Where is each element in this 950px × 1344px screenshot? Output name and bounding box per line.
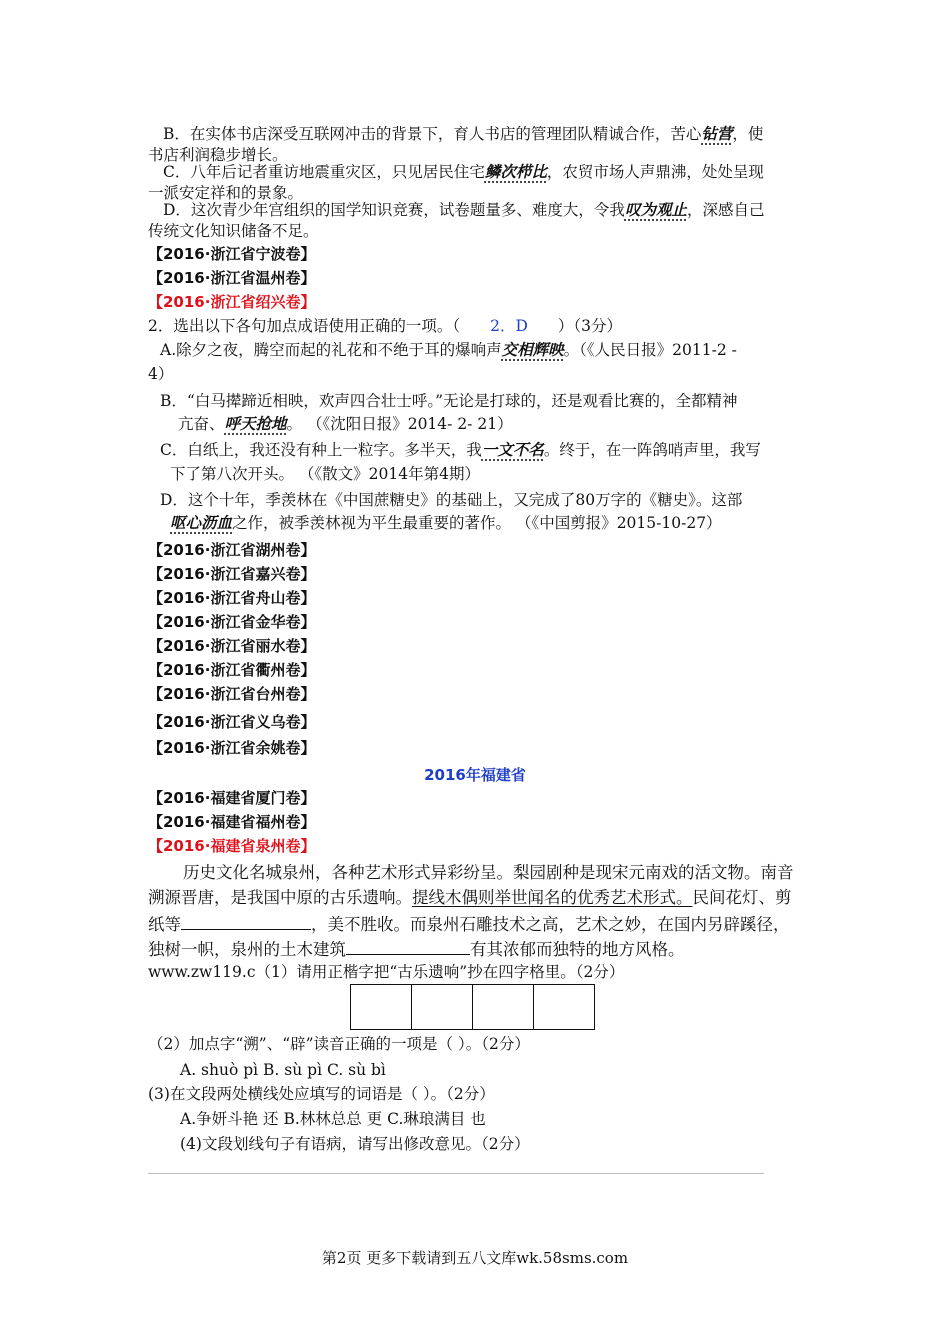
exam-header-xiamen: 【2016·福建省厦门卷】 bbox=[148, 789, 316, 807]
q2-answer: 2．D bbox=[490, 317, 528, 335]
sub-question-1: www.zw119.c（1）请用正楷字把“古乐遗响”抄在四字格里。（2分） bbox=[148, 963, 625, 981]
exam-header-quzhou: 【2016·浙江省衢州卷】 bbox=[148, 661, 316, 679]
exam-header-ningbo: 【2016·浙江省宁波卷】 bbox=[148, 245, 316, 263]
q1-option-d-line1 bbox=[163, 200, 764, 220]
footer-divider bbox=[148, 1173, 764, 1174]
sub-question-2-options: A. shuò pì B. sù pì C. sù bì bbox=[180, 1061, 386, 1079]
q2-option-b-idiom: 呼天抢地 bbox=[224, 414, 287, 433]
q1-option-b-text-end: ，使 bbox=[732, 125, 764, 143]
q1-option-d-text-end: ，深感自己 bbox=[686, 201, 765, 219]
q2-option-b-line2 bbox=[178, 414, 513, 434]
q1-option-c-text: C．八年后记者重访地震重灾区，只见居民住宅 bbox=[163, 163, 485, 181]
q1-option-b-line1 bbox=[163, 124, 763, 144]
sub-question-3: (3)在文段两处横线处应填写的词语是（ ）。（2分） bbox=[148, 1085, 495, 1103]
q1-option-b-line2: 书店利润稳步增长。 bbox=[148, 146, 288, 164]
q2-option-d-line1: D．这个十年，季羡林在《中国蔗糖史》的基础上，又完成了80万字的《糖史》。这部 bbox=[160, 491, 743, 509]
q2-option-a-source: 。（《人民日报》2011-2 - bbox=[563, 341, 737, 359]
passage-line-2 bbox=[148, 888, 792, 908]
q2-option-c-idiom: 一文不名 bbox=[481, 440, 544, 459]
q1-option-c-text-end: ，农贸市场人声鼎沸，处处呈现 bbox=[546, 163, 764, 181]
q2-option-a-line2: 4） bbox=[148, 365, 174, 383]
exam-header-jinhua: 【2016·浙江省金华卷】 bbox=[148, 613, 316, 631]
passage-underlined-sentence: 提线木偶则举世闻名的优秀艺术形式。 bbox=[412, 888, 693, 907]
passage-text-end: 有其浓郁而独特的地方风格。 bbox=[470, 940, 685, 959]
grid-cell[interactable] bbox=[350, 984, 412, 1030]
fill-blank-1[interactable] bbox=[181, 913, 311, 930]
sub-question-2: （2）加点字“溯”、“辟”读音正确的一项是（ ）。（2分） bbox=[148, 1035, 530, 1053]
exam-header-yuyao: 【2016·浙江省余姚卷】 bbox=[148, 739, 316, 757]
q2-option-a-line1 bbox=[160, 340, 737, 360]
q1-option-c-line1 bbox=[163, 162, 764, 182]
q2-option-b-line1: B．“白马撵蹄近相映，欢声四合壮士呼。”无论是打球的，还是观看比赛的，全都精神 bbox=[160, 392, 738, 410]
exam-header-jiaxing: 【2016·浙江省嘉兴卷】 bbox=[148, 565, 316, 583]
q1-option-c-line2: 一派安定祥和的景象。 bbox=[148, 184, 304, 202]
q2-option-c-text: C．白纸上，我还没有种上一粒字。多半天，我 bbox=[160, 441, 482, 459]
sub-question-4: (4)文段划线句子有语病，请写出修改意见。（2分） bbox=[180, 1135, 530, 1153]
q2-option-b-text: 亢奋、 bbox=[178, 415, 225, 433]
passage-text: 独树一帜，泉州的土木建筑 bbox=[148, 940, 346, 959]
q2-option-b-source: 。 （《沈阳日报》2014- 2- 21） bbox=[286, 415, 513, 433]
page-footer: 第2页 更多下载请到五八文库wk.58sms.com bbox=[321, 1249, 629, 1267]
passage-text: 纸等 bbox=[148, 915, 181, 934]
passage-line-4 bbox=[148, 938, 685, 960]
q1-option-c-idiom: 鳞次栉比 bbox=[484, 162, 547, 181]
q1-option-d-line2: 传统文化知识储备不足。 bbox=[148, 222, 319, 240]
exam-header-fuzhou: 【2016·福建省福州卷】 bbox=[148, 813, 316, 831]
grid-cell[interactable] bbox=[533, 984, 595, 1030]
exam-header-yiwu: 【2016·浙江省义乌卷】 bbox=[148, 713, 316, 731]
sub-question-3-options: A.争妍斗艳 还 B.林林总总 更 C.琳琅满目 也 bbox=[180, 1110, 486, 1128]
exam-header-quanzhou: 【2016·福建省泉州卷】 bbox=[148, 837, 316, 855]
q2-option-d-line2 bbox=[170, 513, 722, 533]
q2-option-c-text-end: 。终于，在一阵鸽哨声里，我写 bbox=[543, 441, 761, 459]
exam-header-shaoxing: 【2016·浙江省绍兴卷】 bbox=[148, 293, 316, 311]
passage-line-3 bbox=[148, 913, 790, 935]
q2-option-a-idiom: 交相辉映 bbox=[501, 340, 564, 359]
q2-option-c-line2: 下了第八次开头。 （《散文》2014年第4期） bbox=[170, 465, 480, 483]
exam-header-wenzhou: 【2016·浙江省温州卷】 bbox=[148, 269, 316, 287]
q1-option-d-idiom: 叹为观止 bbox=[624, 200, 687, 219]
passage-text-end: 民间花灯、剪 bbox=[692, 888, 792, 907]
q1-option-d-text: D．这次青少年宫组织的国学知识竞赛，试卷题量多、难度大，令我 bbox=[163, 201, 625, 219]
q2-option-a-text: A.除夕之夜，腾空而起的礼花和不绝于耳的爆响声 bbox=[160, 341, 502, 359]
fill-blank-2[interactable] bbox=[346, 938, 470, 955]
q2-stem bbox=[148, 316, 622, 336]
four-character-grid[interactable] bbox=[351, 984, 595, 1030]
passage-text-end: ，美不胜收。而泉州石雕技术之高，艺术之妙，在国内另辟蹊径， bbox=[311, 915, 790, 934]
grid-cell[interactable] bbox=[411, 984, 473, 1030]
passage-text: 溯源晋唐，是我国中原的古乐遗响。 bbox=[148, 888, 412, 907]
exam-header-huzhou: 【2016·浙江省湖州卷】 bbox=[148, 541, 316, 559]
exam-header-zhoushan: 【2016·浙江省舟山卷】 bbox=[148, 589, 316, 607]
section-title-fujian: 2016年福建省 bbox=[424, 766, 526, 784]
exam-header-taizhou: 【2016·浙江省台州卷】 bbox=[148, 685, 316, 703]
q2-option-c-line1 bbox=[160, 440, 761, 460]
grid-cell[interactable] bbox=[472, 984, 534, 1030]
exam-header-lishui: 【2016·浙江省丽水卷】 bbox=[148, 637, 316, 655]
q2-stem-score: ）（3分） bbox=[557, 317, 623, 335]
q2-option-d-source: 之作，被季羡林视为平生最重要的著作。 （《中国剪报》2015-10-27） bbox=[232, 514, 722, 532]
q2-stem-text: 2．选出以下各句加点成语使用正确的一项。（ bbox=[148, 317, 461, 335]
passage-line-1: 历史文化名城泉州，各种艺术形式异彩纷呈。梨园剧种是现宋元南戏的活文物。南音 bbox=[183, 863, 794, 882]
q2-option-d-idiom: 呕心沥血 bbox=[170, 513, 233, 532]
q1-option-b-text: B．在实体书店深受互联网冲击的背景下，育人书店的管理团队精诚合作，苦心 bbox=[163, 125, 702, 143]
q1-option-b-idiom: 钻营 bbox=[701, 124, 733, 143]
